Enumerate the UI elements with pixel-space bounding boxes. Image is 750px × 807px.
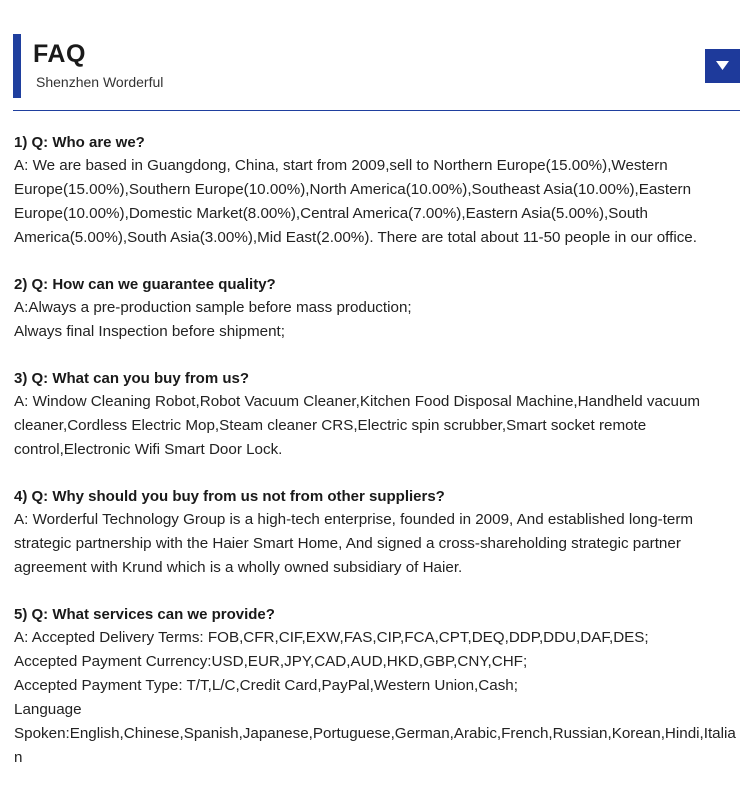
- faq-answer: A: We are based in Guangdong, China, start from 2009,sell to Northern Europe(15.00%),Western Europe(15.00%),Southern Europe(10.00%),North America(10.00%),Southeast Asia(10.00%),Eastern Europe(10.00%),Domestic Market(8.00%),Central America(7.00%),Eastern Asia(5.00%),South America(5.00%),South Asia(3.00%),Mid East(2.00%). There are total about 11-50 people in our office.: [14, 157, 697, 246]
- faq-answer: Accepted Payment Currency:USD,EUR,JPY,CAD,AUD,HKD,GBP,CNY,CHF;: [14, 653, 528, 670]
- faq-question: 4) Q: Why should you buy from us not from other suppliers?: [14, 488, 445, 505]
- faq-answer: Always final Inspection before shipment;: [14, 323, 285, 340]
- faq-answer: A:Always a pre-production sample before mass production;: [14, 299, 412, 316]
- chevron-down-icon: [705, 49, 740, 83]
- faq-item: [14, 368, 738, 462]
- faq-item: [14, 274, 738, 344]
- faq-header: [13, 34, 740, 100]
- faq-answer: A: Worderful Technology Group is a high-tech enterprise, founded in 2009, And established long-term strategic partnership with the Haier Smart Home, And signed a cross-shareholding strategic partner agreement with Krund which is a wholly owned subsidiary of Haier.: [14, 511, 694, 576]
- faq-answer: Accepted Payment Type: T/T,L/C,Credit Card,PayPal,Western Union,Cash;: [14, 677, 518, 694]
- faq-question: 3) Q: What can you buy from us?: [14, 370, 250, 387]
- header-divider: [13, 110, 740, 111]
- faq-answer: A: Window Cleaning Robot,Robot Vacuum Cleaner,Kitchen Food Disposal Machine,Handheld vacuum cleaner,Cordless Electric Mop,Steam cleaner CRS,Electric spin scrubber,Smart socket remote control,Electronic Wifi Smart Door Lock.: [14, 393, 701, 458]
- faq-question: 1) Q: Who are we?: [14, 134, 145, 151]
- faq-question: 5) Q: What services can we provide?: [14, 606, 275, 623]
- company-subtitle: Shenzhen Worderful: [36, 74, 164, 90]
- faq-item: [14, 132, 738, 250]
- faq-answer: Language Spoken:English,Chinese,Spanish,Japanese,Portuguese,German,Arabic,French,Russian,Korean,Hindi,Italian: [14, 701, 736, 766]
- faq-list: [14, 132, 738, 794]
- accent-bar: [13, 34, 21, 98]
- page-title: FAQ: [33, 40, 86, 68]
- faq-answer: A: Accepted Delivery Terms: FOB,CFR,CIF,EXW,FAS,CIP,FCA,CPT,DEQ,DDP,DDU,DAF,DES;: [14, 629, 649, 646]
- faq-item: [14, 604, 738, 770]
- faq-item: [14, 486, 738, 580]
- collapse-toggle-button[interactable]: [705, 49, 740, 83]
- faq-question: 2) Q: How can we guarantee quality?: [14, 276, 276, 293]
